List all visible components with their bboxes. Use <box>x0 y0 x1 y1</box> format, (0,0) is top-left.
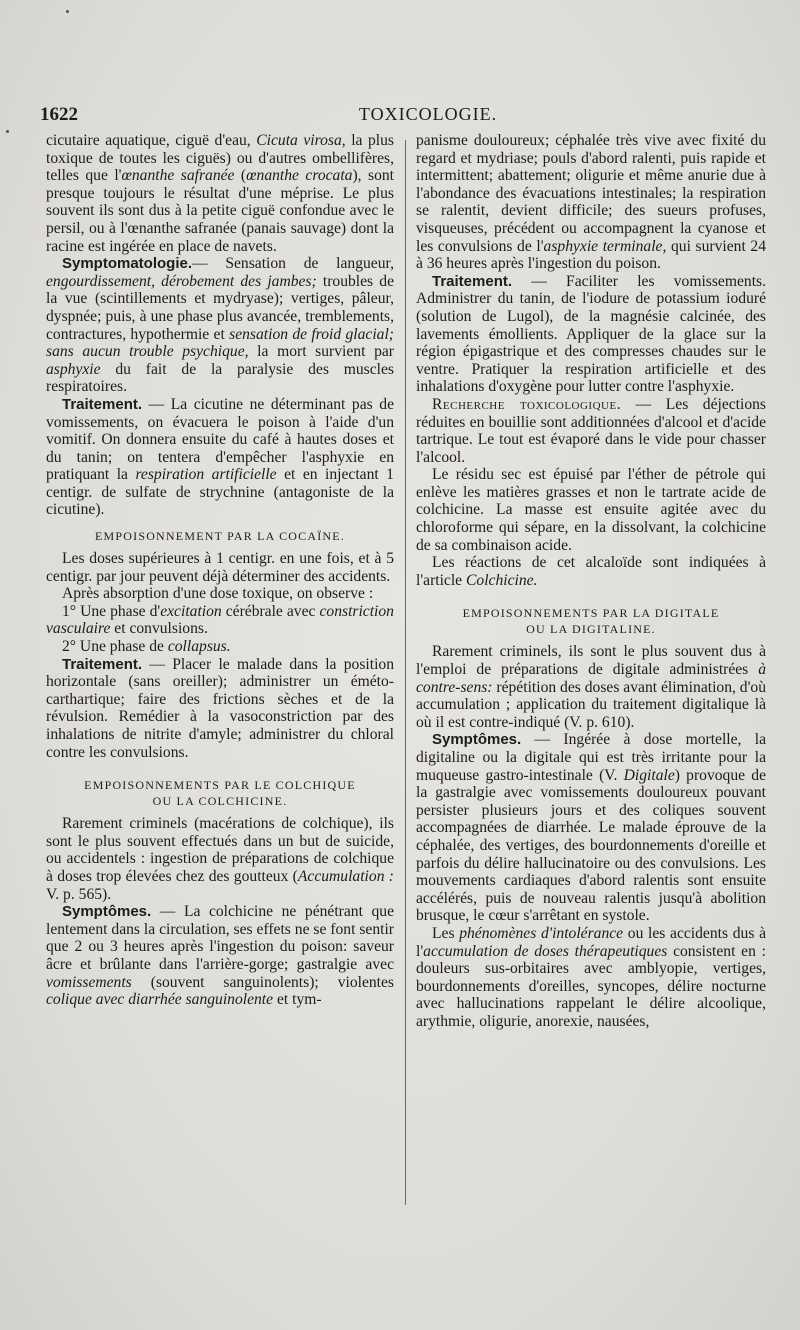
page-header <box>36 104 780 130</box>
traitement-cicutine-paragraph: Traitement. — La cicutine ne déterminant pas de vomissements, on évacuera le poison à l'aide d'un vomitif. On donnera ensuite du café à hautes doses et du tanin; on tentera d'empêcher l'asphyxie en pratiquant la respiration artificielle et en injectant 1 centigr. de sulfate de strychnine (antagoniste de la cicutine). <box>46 395 394 519</box>
page-number: 1622 <box>40 104 78 125</box>
colchique-heading: EMPOISONNEMENTS PAR LE COLCHIQUE OU LA COLCHICINE. <box>84 778 356 809</box>
colchique-paragraph: Rarement criminels (macérations de colchique), ils sont le plus souvent effectués dans un but de suicide, ou accidentels : ingestion de préparations de colchique à doses trop élevées chez des goutteux (Accumulation : V. p. 565). <box>46 815 394 903</box>
symptomatologie-paragraph: Symptomatologie.— Sensation de langueur, engourdissement, dérobement des jambes; troubles de la vue (scintillements et mydryase); vertiges, pâleur, dyspnée; puis, à une phase plus avancée, tremblements, contractures, hypothermie et sensation de froid glacial; sans aucun trouble psychique, la mort survient par asphyxie du fait de la paralysie des muscles respiratoires. <box>46 255 394 396</box>
phenomenes-paragraph: Les phénomènes d'intolérance ou les accidents dus à l'accumulation de doses thérapeutiques consistent en : douleurs sus-orbitaires avec amblyopie, vertiges, bourdonnements d'oreilles, syncopes, délire nocturne avec hallucinations rappelant le délire alcoolique, arythmie, oligurie, anorexie, nausées, <box>416 924 766 1030</box>
traitement-cocaine-paragraph: Traitement. — Placer le malade dans la position horizontale (sans oreiller); administrer un éméto-carthartique; faire des frictions sèches et de la révulsion. Remédier à la vasoconstriction par des inhalations de nitrite d'amyle; administrer du chloral contre les convulsions. <box>46 655 394 761</box>
cocaine-list-item-2: 2° Une phase de collapsus. <box>62 638 231 656</box>
margin-dot <box>6 130 9 133</box>
digitale-heading: EMPOISONNEMENTS PAR LA DIGITALE OU LA DIGITALINE. <box>462 606 720 637</box>
running-title: TOXICOLOGIE. <box>358 104 498 124</box>
digitale-paragraph: Rarement criminels, ils sont le plus souvent dus à l'emploi de préparations de digitale administrées à contre-sens: répétition des doses avant élimination, d'où accumulation ; application du traitement digitalique là où il est contre-indiqué (V. p. 610). <box>416 643 766 731</box>
symptomes-digitale-paragraph: Symptômes. — Ingérée à dose mortelle, la digitaline ou la digitale qui est très irritante pour la muqueuse gastro-intestinale (V. Digitale) provoque de la gastralgie avec vomissements douloureux pouvant persister plusieurs jours et des coliques souvent accompagnées de diarrhée. Le malade éprouve de la céphalée, des vertiges, des bourdonnements d'oreille et parfois du délire hallucinatoire ou des convulsions. Les mouvements cardiaques d'abord ralentis sont ensuite accélérés, puis de nouveau ralentis jusqu'à abolition brusque, le cœur s'arrêtant en systole. <box>416 731 767 925</box>
cocaine-paragraph-2: Après absorption d'une dose toxique, on observe : <box>62 585 374 603</box>
section-heading: Symptomatologie. <box>62 255 193 273</box>
section-heading: Traitement. <box>62 655 143 673</box>
residu-paragraph: Le résidu sec est épuisé par l'éther de pétrole qui enlève les matières grasses et non le tartrate acide de colchicine. La masse est ensuite agitée avec du chloroforme qui sépare, en la dissolvant, la colchicine de sa combinaison acide. <box>416 466 766 554</box>
right-column <box>416 132 766 1031</box>
section-heading: Traitement. <box>432 272 513 290</box>
traitement-colchique-paragraph: Traitement. — Faciliter les vomissements. Administrer du tanin, de l'iodure de potassium ioduré (solution de Lugol), de la magnésie calcinée, des lavements émollients. Appliquer de la glace sur la région épigastrique et des compresses chaudes sur le ventre. Pratiquer la respiration artificielle et des inhalations d'oxygène pour lutter contre l'asphyxie. <box>416 272 766 396</box>
cocaine-heading: EMPOISONNEMENT PAR LA COCAÏNE. <box>94 529 346 544</box>
cocaine-list-item-1: 1° Une phase d'excitation cérébrale avec constriction vasculaire et convulsions. <box>46 602 394 638</box>
continuation-paragraph: panisme douloureux; céphalée très vive avec fixité du regard et mydriase; pouls d'abord ralenti, puis rapide et intermittent; abattement; oligurie et même anurie due à l'abondance des évacuations intestinales; la respiration se ralentit, devient difficile; des sueurs profuses, visqueuses, précédent ou accompagnent la cyanose et les convulsions de l'asphyxie terminale, qui survient 24 à 36 heures après l'ingestion du poison. <box>416 132 766 273</box>
section-heading: Traitement. <box>62 395 143 413</box>
section-heading: Recherche toxicologique. <box>432 395 622 413</box>
left-column <box>46 132 394 1009</box>
reactions-paragraph: Les réactions de cet alcaloïde sont indiquées à l'article Colchicine. <box>416 554 766 589</box>
section-heading: Symptômes. <box>62 903 152 921</box>
section-heading: Symptômes. <box>432 731 522 749</box>
column-rule <box>405 140 406 1205</box>
recherche-paragraph: Recherche toxicologique. — Les déjections réduites en bouillie sont additionnées d'alcool et d'acide tartrique. Le tout est évaporé dans le vide pour chasser l'alcool. <box>416 395 766 466</box>
page-mark <box>66 10 69 13</box>
cocaine-paragraph-1: Les doses supérieures à 1 centigr. en une fois, et à 5 centigr. par jour peuvent déjà déterminer des accidents. <box>46 550 394 585</box>
intro-paragraph: cicutaire aquatique, ciguë d'eau, Cicuta virosa, la plus toxique de toutes les ciguës) ou d'autres ombellifères, telles que l'œnanthe safranée (œnanthe crocata), sont presque toujours le résultat d'une méprise. Le plus souvent ils sont dus à la petite ciguë confondue avec le persil, ou à l'œnanthe safranée (panais sauvage) dont la racine est ingérée en place de navets. <box>46 132 395 255</box>
symptomes-colchique-paragraph: Symptômes. — La colchicine ne pénétrant que lentement dans la circulation, ses effets ne se font sentir que 2 ou 3 heures après l'ingestion du poison: saveur âcre et brûlante dans l'arrière-gorge; gastralgie avec vomissements (souvent sanguinolents); violentes colique avec diarrhée sanguinolente et tym- <box>46 903 394 1009</box>
